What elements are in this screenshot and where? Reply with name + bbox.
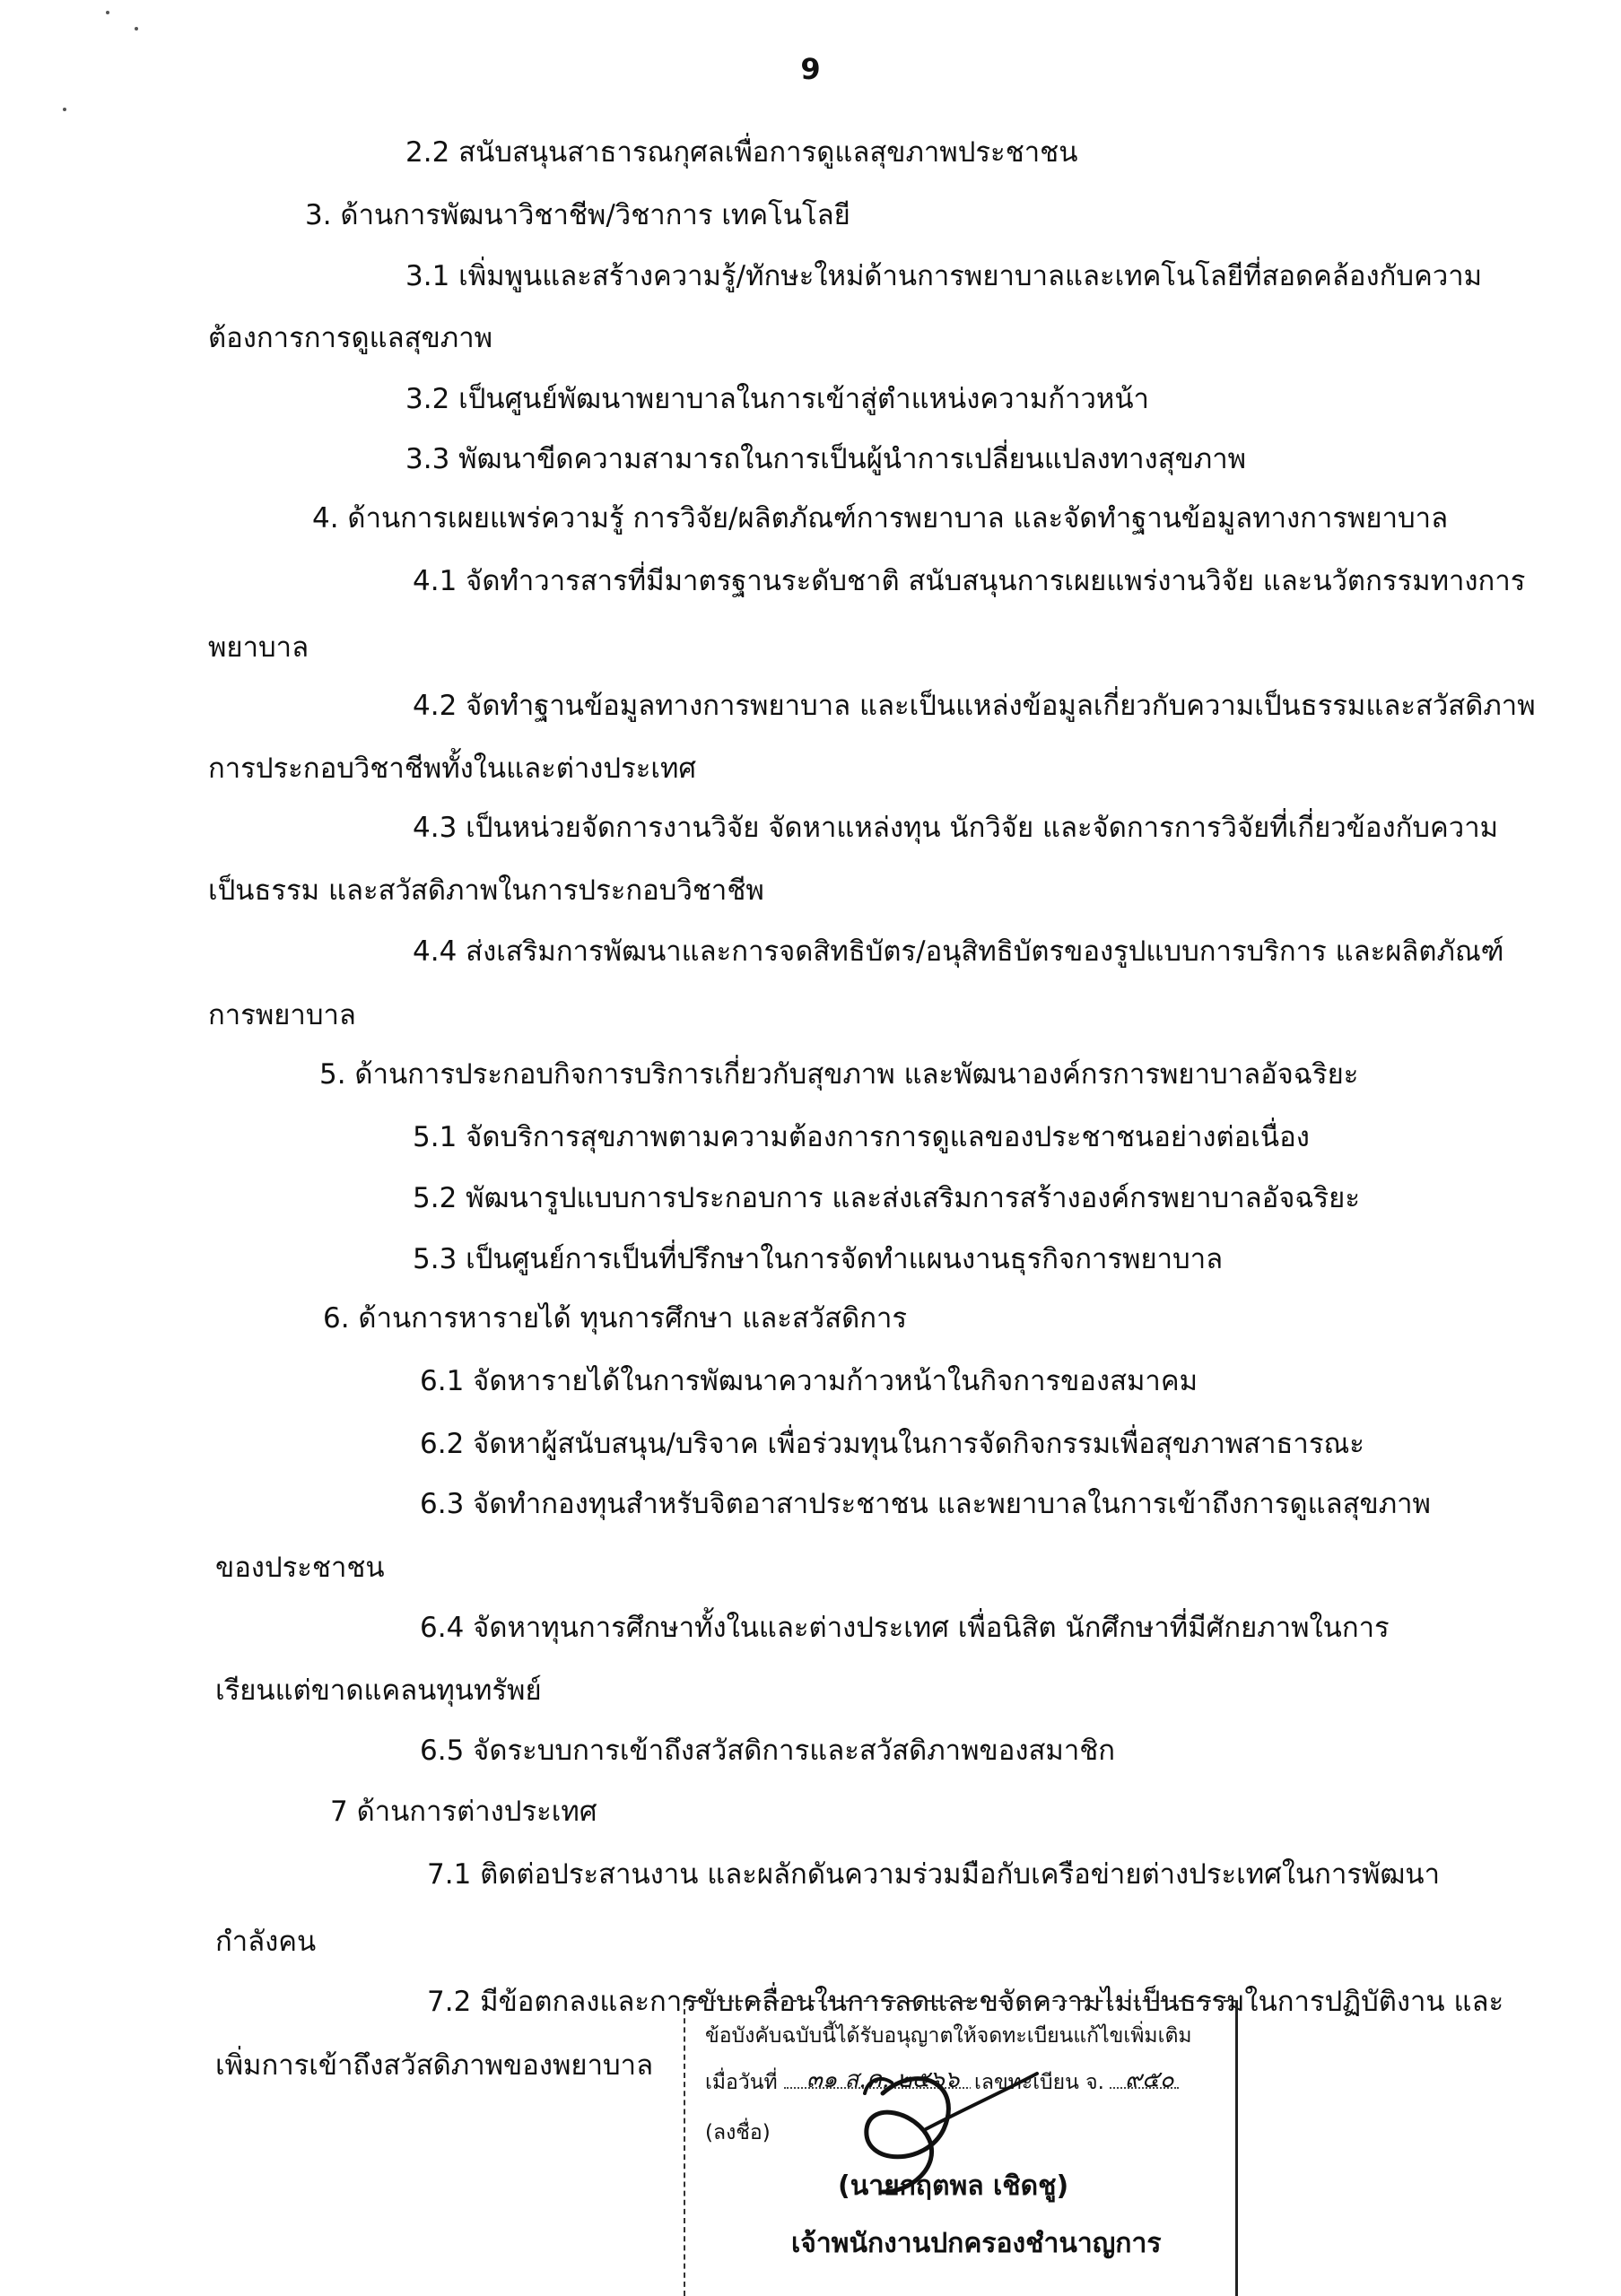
text-line: ต้องการการดูแลสุขภาพ — [208, 322, 493, 354]
stamp-officer-name: (นายกฤตพล เชิดชู) — [838, 2170, 1069, 2202]
scan-speck — [135, 27, 138, 30]
stamp-officer-position: เจ้าพนักงานปกครองชำนาญการ — [791, 2228, 1162, 2259]
text-line: 4.3 เป็นหน่วยจัดการงานวิจัย จัดหาแหล่งทุน นักวิจัย และจัดการการวิจัยที่เกี่ยวข้องกับความ — [413, 812, 1499, 844]
text-line: เป็นธรรม และสวัสดิภาพในการประกอบวิชาชีพ — [208, 874, 764, 907]
text-line: 3.2 เป็นศูนย์พัฒนาพยาบาลในการเข้าสู่ตำแหน่งความก้าวหน้า — [405, 383, 1149, 415]
text-line: 5.1 จัดบริการสุขภาพตามความต้องการการดูแลของประชาชนอย่างต่อเนื่อง — [413, 1121, 1310, 1153]
text-line: 2.2 สนับสนุนสาธารณกุศลเพื่อการดูแลสุขภาพประชาชน — [405, 136, 1078, 169]
section-heading: 7 ด้านการต่างประเทศ — [330, 1796, 597, 1828]
text-line: 6.2 จัดหาผู้สนับสนุน/บริจาค เพื่อร่วมทุนในการจัดกิจกรรมเพื่อสุขภาพสาธารณะ — [420, 1428, 1364, 1460]
stamp-approval-text: ข้อบังคับฉบับนี้ได้รับอนุญาตให้จดทะเบียนแก้ไขเพิ่มเติม — [705, 2024, 1192, 2048]
stamp-reg-value: ๙๕๐ — [1125, 2066, 1174, 2093]
text-line: 6.5 จัดระบบการเข้าถึงสวัสดิการและสวัสดิภาพของสมาชิก — [420, 1735, 1116, 1767]
text-line: 7.2 มีข้อตกลงและการขับเคลื่อนในการลดและขจัดความไม่เป็นธรรมในการปฏิบัติงาน และ — [427, 1986, 1504, 2018]
text-line: 3.1 เพิ่มพูนและสร้างความรู้/ทักษะใหม่ด้านการพยาบาลและเทคโนโลยีที่สอดคล้องกับความ — [405, 260, 1483, 292]
registration-stamp — [684, 2000, 1238, 2296]
text-line: 7.1 ติดต่อประสานงาน และผลักดันความร่วมมือกับเครือข่ายต่างประเทศในการพัฒนา — [427, 1858, 1441, 1891]
text-line: การประกอบวิชาชีพทั้งในและต่างประเทศ — [208, 752, 697, 785]
section-heading: 5. ด้านการประกอบกิจการบริการเกี่ยวกับสุขภาพ และพัฒนาองค์กรการพยาบาลอัจฉริยะ — [319, 1058, 1359, 1091]
text-line: 4.4 ส่งเสริมการพัฒนาและการจดสิทธิบัตร/อนุสิทธิบัตรของรูปแบบการบริการ และผลิตภัณฑ์ — [413, 935, 1504, 968]
section-heading: 6. ด้านการหารายได้ ทุนการศึกษา และสวัสดิการ — [323, 1302, 908, 1335]
text-line: เพิ่มการเข้าถึงสวัสดิภาพของพยาบาล — [215, 2049, 654, 2082]
text-line: 5.3 เป็นศูนย์การเป็นที่ปรึกษาในการจัดทำแผนงานธุรกิจการพยาบาล — [413, 1243, 1224, 1275]
text-line: 4.2 จัดทำฐานข้อมูลทางการพยาบาล และเป็นแหล่งข้อมูลเกี่ยวกับความเป็นธรรมและสวัสดิภาพ — [413, 690, 1536, 722]
scan-speck — [63, 108, 66, 111]
text-line: 6.3 จัดทำกองทุนสำหรับจิตอาสาประชาชน และพยาบาลในการเข้าถึงการดูแลสุขภาพ — [420, 1488, 1431, 1520]
text-line: พยาบาล — [208, 631, 309, 664]
stamp-date-label: เมื่อวันที่ — [705, 2071, 778, 2094]
text-line: การพยาบาล — [208, 999, 356, 1031]
text-line: 6.1 จัดหารายได้ในการพัฒนาความก้าวหน้าในกิจการของสมาคม — [420, 1365, 1198, 1397]
text-line: กำลังคน — [215, 1926, 317, 1958]
text-line: เรียนแต่ขาดแคลนทุนทรัพย์ — [215, 1674, 542, 1707]
text-line: 4.1 จัดทำวารสารที่มีมาตรฐานระดับชาติ สนับสนุนการเผยแพร่งานวิจัย และนวัตกรรมทางการ — [413, 565, 1526, 597]
stamp-reg-label: เลขทะเบียน จ. — [971, 2066, 1108, 2099]
section-heading: 4. ด้านการเผยแพร่ความรู้ การวิจัย/ผลิตภัณฑ์การพยาบาล และจัดทำฐานข้อมูลทางการพยาบาล — [312, 502, 1449, 535]
stamp-date-value: ๓๑ ส.ค. ๒๕๖๖ — [806, 2066, 960, 2093]
text-line: ของประชาชน — [215, 1552, 385, 1584]
scan-speck — [106, 11, 109, 14]
text-line: 5.2 พัฒนารูปแบบการประกอบการ และส่งเสริมการสร้างองค์กรพยาบาลอัจฉริยะ — [413, 1182, 1360, 1214]
text-line: 3.3 พัฒนาขีดความสามารถในการเป็นผู้นำการเปลี่ยนแปลงทางสุขภาพ — [405, 443, 1247, 475]
section-heading: 3. ด้านการพัฒนาวิชาชีพ/วิชาการ เทคโนโลยี — [305, 199, 850, 231]
page-number: 9 — [800, 52, 821, 86]
stamp-sign-label: (ลงชื่อ) — [705, 2121, 771, 2144]
text-line: 6.4 จัดหาทุนการศึกษาทั้งในและต่างประเทศ เพื่อนิสิต นักศึกษาที่มีศักยภาพในการ — [420, 1612, 1390, 1644]
